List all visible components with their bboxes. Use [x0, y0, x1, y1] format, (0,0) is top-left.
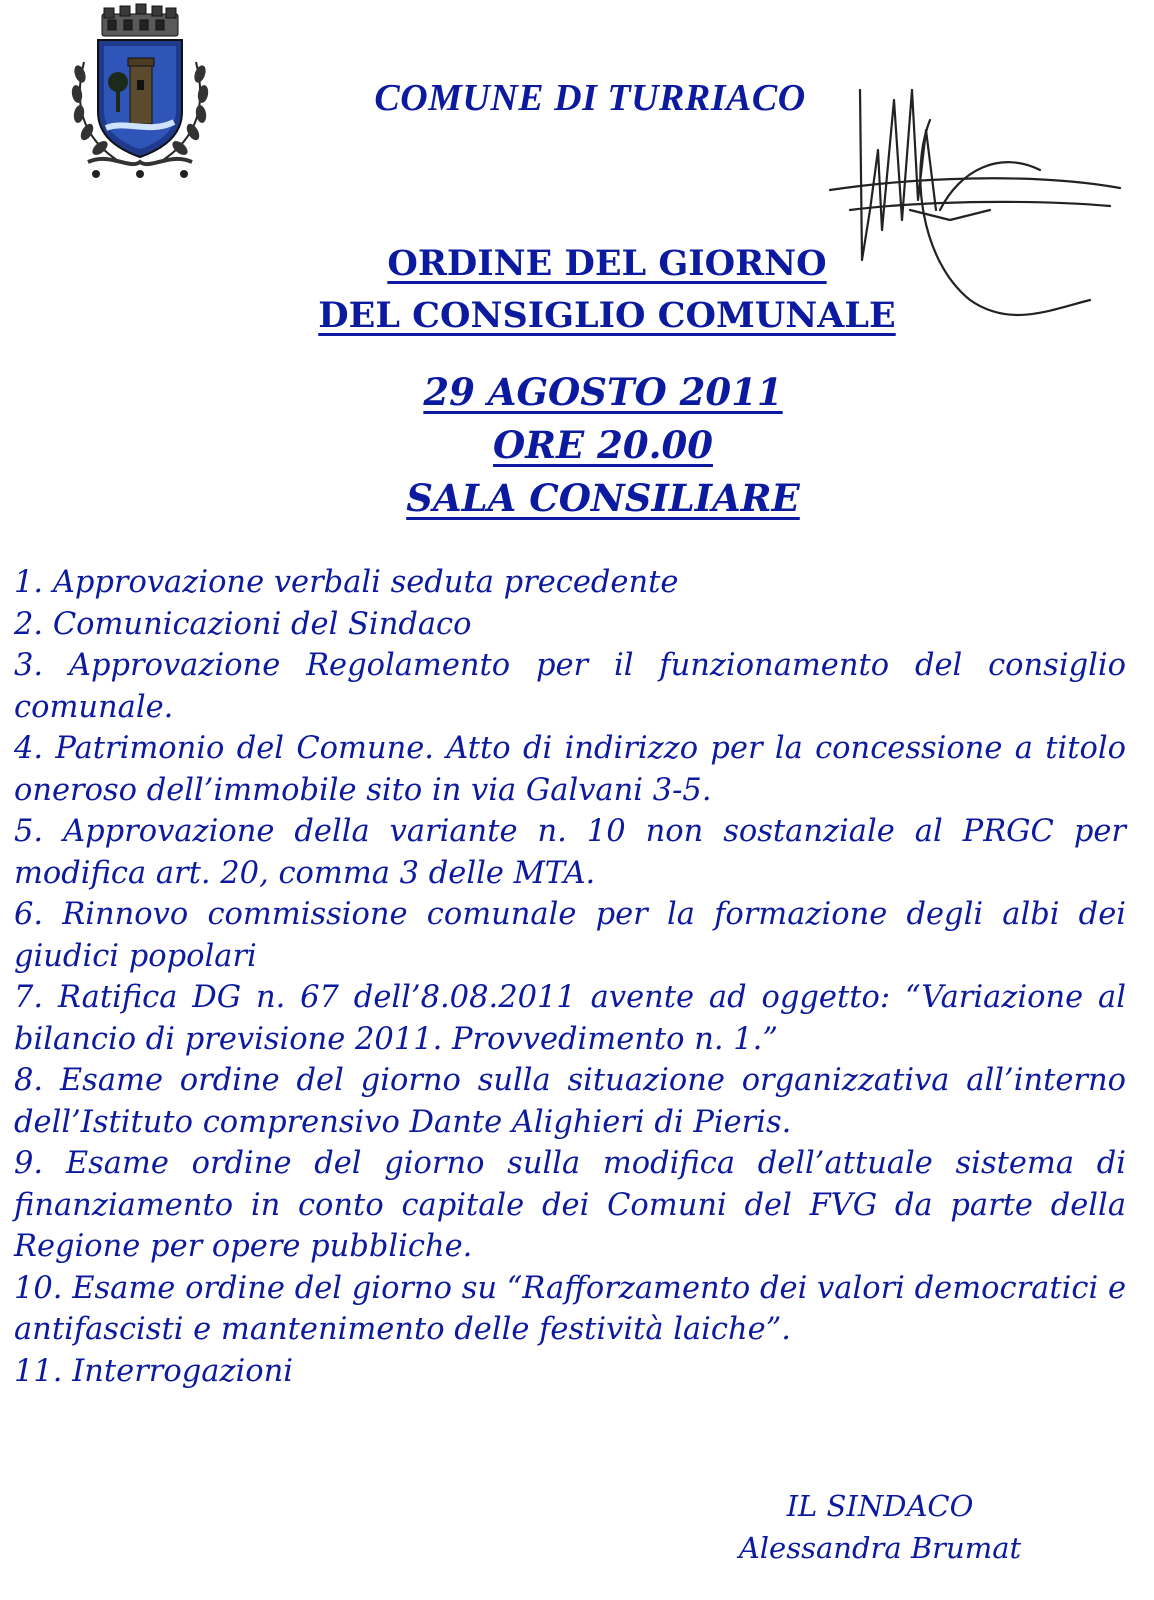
signature-block	[690, 1485, 1070, 1569]
agenda-item-text: Approvazione verbali seduta precedente	[52, 565, 679, 600]
session-info	[26, 366, 1154, 525]
agenda-item	[14, 894, 1126, 977]
agenda-item-number: 4.	[14, 731, 44, 766]
agenda-item-number: 2.	[14, 606, 44, 642]
municipal-crest-icon	[60, 2, 220, 187]
agenda-heading-line2: DEL CONSIGLIO COMUNALE	[318, 295, 896, 336]
agenda-heading-line1: ORDINE DEL GIORNO	[387, 243, 827, 284]
session-time: ORE 20.00	[493, 423, 713, 467]
agenda-item	[14, 977, 1126, 1060]
agenda-item-number: 6.	[14, 897, 44, 932]
agenda-item	[14, 645, 1126, 728]
agenda-item-text: Esame ordine del giorno su “Rafforzamento dei valori democratici e antifascisti e mantenimento delle festività laiche”.	[14, 1270, 1126, 1347]
agenda-item-number: 8.	[14, 1063, 44, 1098]
agenda-item-text: Rinnovo commissione comunale per la formazione degli albi dei giudici popolari	[14, 897, 1126, 974]
agenda-item	[14, 1268, 1126, 1351]
agenda-item	[14, 1060, 1126, 1143]
signer-name: Alessandra Brumat	[738, 1531, 1022, 1565]
agenda-item	[14, 1351, 1126, 1393]
agenda-item-text: Approvazione Regolamento per il funzionamento del consiglio comunale.	[14, 648, 1126, 725]
signer-role: IL SINDACO	[786, 1489, 974, 1523]
agenda-item-text: Interrogazioni	[72, 1353, 294, 1389]
agenda-item-text: Ratifica DG n. 67 dell’8.08.2011 avente ad oggetto: “Variazione al bilancio di previsione 2011. Provvedimento n. 1.”	[14, 980, 1126, 1057]
agenda-item-number: 11.	[14, 1353, 63, 1389]
agenda-heading	[30, 238, 1154, 342]
agenda-item	[14, 1143, 1126, 1268]
agenda-item-number: 3.	[14, 648, 44, 683]
session-place: SALA CONSILIARE	[406, 476, 800, 520]
agenda-item-number: 7.	[14, 980, 44, 1015]
agenda-item-text: Esame ordine del giorno sulla modifica dell’attuale sistema di finanziamento in conto capitale dei Comuni del FVG da parte della Regione per opere pubbliche.	[14, 1146, 1126, 1264]
agenda-item	[14, 562, 1126, 604]
agenda-item-text: Patrimonio del Comune. Atto di indirizzo per la concessione a titolo oneroso dell’immobile sito in via Galvani 3-5.	[14, 731, 1126, 808]
agenda-item-text: Approvazione della variante n. 10 non sostanziale al PRGC per modifica art. 20, comma 3 delle MTA.	[14, 814, 1126, 891]
municipality-title: COMUNE DI TURRIACO	[374, 77, 806, 119]
agenda-item-number: 5.	[14, 814, 44, 849]
agenda-item	[14, 728, 1126, 811]
agenda-item	[14, 811, 1126, 894]
agenda-item	[14, 604, 1126, 646]
session-date: 29 AGOSTO 2011	[423, 370, 783, 414]
agenda-item-text: Esame ordine del giorno sulla situazione organizzativa all’interno dell’Istituto comprensivo Dante Alighieri di Pieris.	[14, 1063, 1126, 1140]
agenda-item-text: Comunicazioni del Sindaco	[52, 606, 472, 642]
agenda-item-number: 10.	[14, 1270, 63, 1306]
agenda-item-number: 9.	[14, 1146, 44, 1181]
agenda-item-number: 1.	[14, 565, 44, 600]
agenda-list	[14, 562, 1126, 1392]
